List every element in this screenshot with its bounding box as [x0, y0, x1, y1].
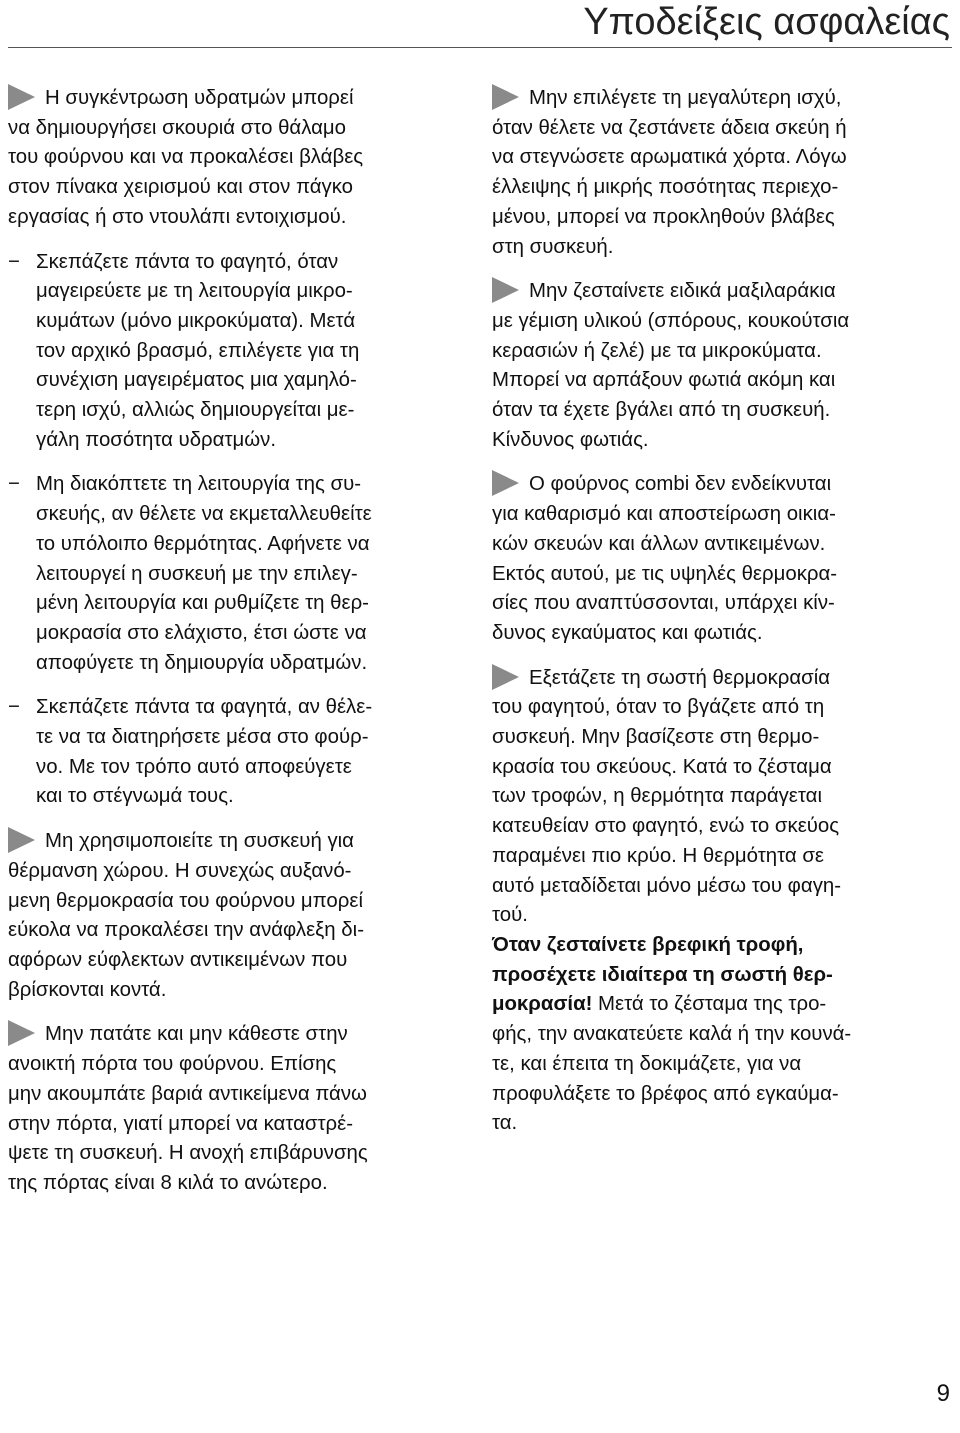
arrow-bullet-icon — [8, 84, 35, 110]
arrow-bullet-icon — [8, 1020, 35, 1046]
right-column — [492, 84, 944, 1139]
arrow-bullet-icon — [492, 664, 519, 690]
dash-mark: − — [8, 696, 20, 719]
dash-mark: − — [8, 473, 20, 496]
dash-item: − Σκεπάζετε πάντα το φαγητό, όταν μαγειρεύετε με τη λειτουργία μικρο- κυμάτων (μόνο μικροκύματα). Μετά τον αρχικό βρασμό, επιλέγετε για τη συνέχιση μαγειρέματος μια χαμηλό- τερη ισχύ, αλλιώς δημιουργείται με- γάλη ποσότητα υδρατμών. — [8, 248, 460, 456]
warning-item: Μην ζεσταίνετε ειδικά μαξιλαράκια με γέμιση υλικού (σπόρους, κουκούτσια κερασιών ή ζελέ) με τα μικροκύματα. Μπορεί να αρπάξουν φωτιά ακόμη και όταν τα έχετε βγάλει από τη συσκευή. Κίνδυνος φωτιάς. — [492, 277, 944, 455]
dash-mark: − — [8, 250, 20, 273]
dash-item: − Μη διακόπτετε τη λειτουργία της συ- σκευής, αν θέλετε να εκμεταλλευθείτε το υπόλοιπο θερμότητας. Αφήνετε να λειτουργεί η συσκευή με την επιλεγ- μένη λειτουργία και ρυθμίζετε τη θερ- μοκρασία στο ελάχιστο, έτσι ώστε να αποφύγετε τη δημιουργία υδρατμών. — [8, 470, 460, 678]
page-number: 9 — [936, 1380, 950, 1407]
arrow-bullet-icon — [492, 470, 519, 496]
warning-item: Η συγκέντρωση υδρατμών μπορεί να δημιουργήσει σκουριά στο θάλαμο του φούρνου και να προκαλέσει βλάβες στον πίνακα χειρισμού και στον πάγκο εργασίας ή στο ντουλάπι εντοιχισμού. — [8, 84, 460, 233]
arrow-bullet-icon — [492, 277, 519, 303]
dash-item: − Σκεπάζετε πάντα τα φαγητά, αν θέλε- τε να τα διατηρήσετε μέσα στο φούρ- νο. Με τον τρόπο αυτό αποφεύγετε και το στέγνωμά τους. — [8, 693, 460, 812]
header-rule — [8, 47, 952, 48]
arrow-bullet-icon — [492, 84, 519, 110]
warning-item: Ο φούρνος combi δεν ενδείκνυται για καθαρισμό και αποστείρωση οικια- κών σκευών και άλλων αντικειμένων. Εκτός αυτού, με τις υψηλές θερμοκρα- σίες που αναπτύσσονται, υπάρχει κίν- δυνος εγκαύματος και φωτιάς. — [492, 470, 944, 648]
warning-item: Μην πατάτε και μην κάθεστε στην ανοικτή πόρτα του φούρνου. Επίσης μην ακουμπάτε βαριά αντικείμενα πάνω στην πόρτα, γιατί μπορεί να καταστρέ- ψετε τη συσκευή. Η ανοχή επιβάρυνσης της πόρτας είναι 8 κιλά το ανώτερο. — [8, 1020, 460, 1198]
warning-item: Μη χρησιμοποιείτε τη συσκευή για θέρμανση χώρου. Η συνεχώς αυξανό- μενη θερμοκρασία του φούρνου μπορεί εύκολα να προκαλέσει την ανάφλεξη δι- αφόρων εύφλεκτων αντικειμένων που βρίσκονται κοντά. — [8, 827, 460, 1005]
page-title: Υποδείξεις ασφαλείας — [583, 1, 950, 43]
baby-food-warning: Όταν ζεσταίνετε βρεφική τροφή, προσέχετε ιδιαίτερα τη σωστή θερ- μοκρασία! Μετά το ζέσταμα της τρο- φής, την ανακατεύετε καλά ή την κουνά- τε, και έπειτα τη δοκιμάζετε, για να προφυλάξετε το βρέφος από εγκαύμα- τα. — [492, 933, 852, 1135]
warning-item: Εξετάζετε τη σωστή θερμοκρασία του φαγητού, όταν το βγάζετε από τη συσκευή. Μην βασίζεστε στη θερμο- κρασία του σκεύους. Κατά το ζέσταμα των τροφών, η θερμότητα παράγεται κατευθείαν στο φαγητό, ενώ το σκεύος παραμένει πιο κρύο. Η θερμότητα σε αυτό μεταδίδεται μόνο μέσω του φαγη- τού. — [492, 664, 944, 931]
warning-item: Μην επιλέγετε τη μεγαλύτερη ισχύ, όταν θέλετε να ζεστάνετε άδεια σκεύη ή να στεγνώσετε αρωματικά χόρτα. Λόγω έλλειψης ή μικρής ποσότητας περιεχο- μένου, μπορεί να προκληθούν βλάβες στη συσκευή. — [492, 84, 944, 262]
left-column — [8, 84, 460, 1199]
arrow-bullet-icon — [8, 827, 35, 853]
